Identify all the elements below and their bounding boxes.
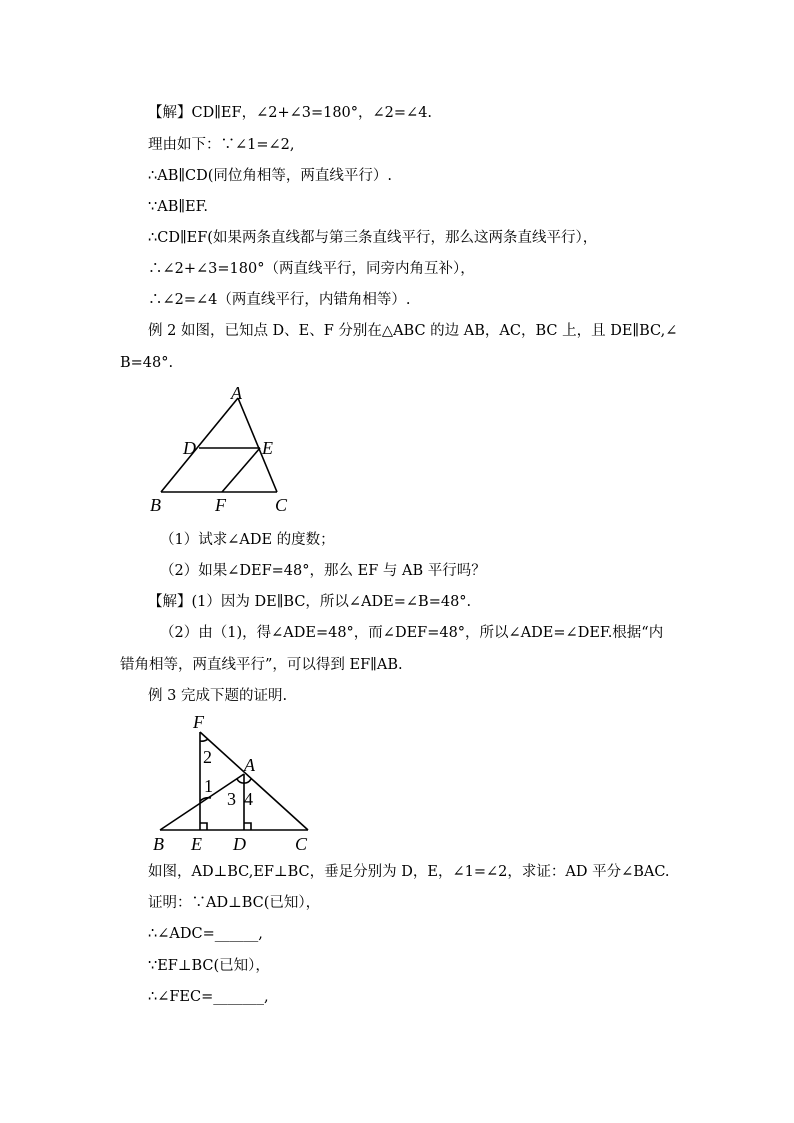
- solution-2-line-1: 【解】(1）因为 DE∥BC，所以∠ADE=∠B=48°.: [148, 594, 472, 610]
- angle-label-1: 1: [204, 776, 213, 796]
- example-2-statement: 例 2 如图，已知点 D、E、F 分别在△ABC 的边 AB，AC，BC 上，且 DE∥BC,∠: [148, 323, 678, 339]
- label-b: B: [153, 834, 164, 854]
- angle-arc-2: [200, 739, 208, 741]
- solution-1-line-3: ∴AB∥CD(同位角相等，两直线平行）.: [148, 168, 393, 184]
- proof-line-2: ∴∠ADC=______,: [148, 926, 263, 942]
- proof-line-3: ∵EF⊥BC(已知），: [148, 958, 270, 974]
- example-2-statement-cont: B=48°.: [120, 355, 174, 371]
- triangle-figure-1: [145, 380, 305, 520]
- solution-1-line-6: ∴∠2+∠3=180°（两直线平行，同旁内角互补），: [148, 261, 475, 277]
- label-c: C: [275, 495, 288, 515]
- label-e: E: [262, 438, 273, 458]
- solution-1-line-2: 理由如下：∵∠1=∠2,: [148, 137, 295, 153]
- solution-2-line-2: （2）由（1)，得∠ADE=48°，而∠DEF=48°，所以∠ADE=∠DEF.根据“内: [160, 625, 664, 641]
- question-1: （1）试求∠ADE 的度数；: [160, 532, 335, 548]
- proof-line-1: 证明：∵AD⊥BC(已知），: [148, 895, 321, 911]
- label-d: D: [233, 834, 246, 854]
- label-a: A: [244, 755, 255, 775]
- label-f: F: [193, 712, 204, 732]
- angle-label-4: 4: [244, 789, 253, 809]
- angle-label-2: 2: [203, 747, 212, 767]
- right-angle-mark-e: [200, 823, 207, 830]
- example-3-title: 例 3 完成下题的证明.: [148, 688, 288, 704]
- solution-2-line-3: 错角相等，两直线平行”，可以得到 EF∥AB.: [120, 657, 403, 673]
- triangle-figure-2: [145, 708, 330, 858]
- solution-1-line-7: ∴∠2=∠4（两直线平行，内错角相等）.: [148, 292, 411, 308]
- label-b: B: [150, 495, 161, 515]
- example-3-statement: 如图，AD⊥BC,EF⊥BC，垂足分别为 D，E，∠1=∠2，求证：AD 平分∠BAC.: [148, 864, 670, 880]
- label-c: C: [295, 834, 308, 854]
- right-angle-mark-d: [244, 823, 251, 830]
- label-d: D: [183, 438, 196, 458]
- label-e: E: [191, 834, 202, 854]
- segment-ef: [222, 448, 260, 492]
- label-a: A: [231, 383, 242, 403]
- angle-label-3: 3: [227, 789, 236, 809]
- label-f: F: [215, 495, 226, 515]
- solution-1-line-1: 【解】CD∥EF，∠2+∠3=180°，∠2=∠4.: [148, 105, 433, 121]
- solution-1-line-4: ∵AB∥EF.: [148, 199, 209, 215]
- segment-fc: [200, 732, 308, 830]
- solution-1-line-5: ∴CD∥EF(如果两条直线都与第三条直线平行，那么这两条直线平行），: [148, 230, 598, 246]
- question-2: （2）如果∠DEF=48°，那么 EF 与 AB 平行吗？: [160, 563, 486, 579]
- proof-line-4: ∴∠FEC=_______,: [148, 989, 269, 1005]
- side-ab: [161, 398, 238, 492]
